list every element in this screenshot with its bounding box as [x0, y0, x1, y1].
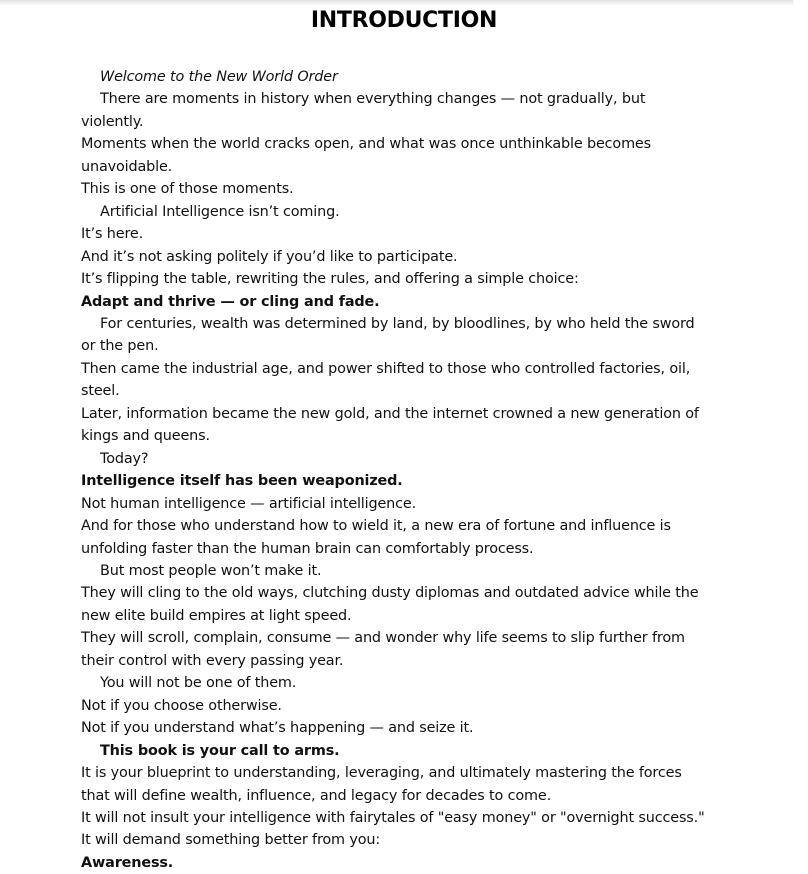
- paragraph: They will scroll, complain, consume — and wonder why life seems to slip further from their control with every passing year.: [81, 630, 685, 669]
- paragraph: Awareness.: [81, 854, 174, 871]
- paragraph: Not human intelligence — artificial intelligence.: [81, 495, 417, 512]
- paragraph: Adapt and thrive — or cling and fade.: [81, 293, 380, 310]
- paragraph: Welcome to the New World Order: [100, 69, 338, 85]
- paragraph: Not if you understand what’s happening — and seize it.: [81, 720, 474, 737]
- paragraph: This is one of those moments.: [81, 181, 294, 198]
- paragraph: It’s flipping the table, rewriting the rules, and offering a simple choice:: [81, 271, 579, 288]
- paragraph: Later, information became the new gold, and the internet crowned a new generation of kings and queens.: [81, 405, 699, 445]
- chapter-body: [81, 66, 707, 874]
- paragraph: Not if you choose otherwise.: [81, 697, 282, 714]
- paragraph: And it’s not asking politely if you’d like to participate.: [81, 248, 458, 265]
- paragraph: It will not insult your intelligence with fairytales of "easy money" or "overnight success.": [81, 809, 705, 826]
- chapter-title: INTRODUCTION: [310, 8, 498, 33]
- paragraph: There are moments in history when everything changes — not gradually, but violently.: [81, 91, 646, 130]
- paragraph: For centuries, wealth was determined by land, by bloodlines, by who held the sword or the pen.: [81, 315, 695, 355]
- paragraph: They will cling to the old ways, clutching dusty diplomas and outdated advice while the new elite build empires at light speed.: [81, 585, 699, 624]
- paragraph: Intelligence itself has been weaponized.: [81, 473, 403, 490]
- paragraph: And for those who understand how to wield it, a new era of fortune and influence is unfolding faster than the human brain can comfortably process.: [81, 518, 671, 557]
- paragraph: It’s here.: [81, 226, 144, 243]
- paragraph: Artificial Intelligence isn’t coming.: [100, 203, 340, 220]
- paragraph: You will not be one of them.: [100, 675, 297, 692]
- paragraph: It will demand something better from you:: [81, 832, 381, 849]
- paragraph: Then came the industrial age, and power shifted to those who controlled factories, oil, steel.: [81, 360, 691, 400]
- paragraph: This book is your call to arms.: [100, 742, 340, 759]
- paragraph: Today?: [100, 450, 149, 467]
- paragraph: But most people won’t make it.: [100, 562, 322, 579]
- paragraph: It is your blueprint to understanding, leveraging, and ultimately mastering the forces that will define wealth, influence, and legacy for decades to come.: [81, 765, 682, 804]
- paragraph: Moments when the world cracks open, and what was once unthinkable becomes unavoidable.: [81, 136, 651, 175]
